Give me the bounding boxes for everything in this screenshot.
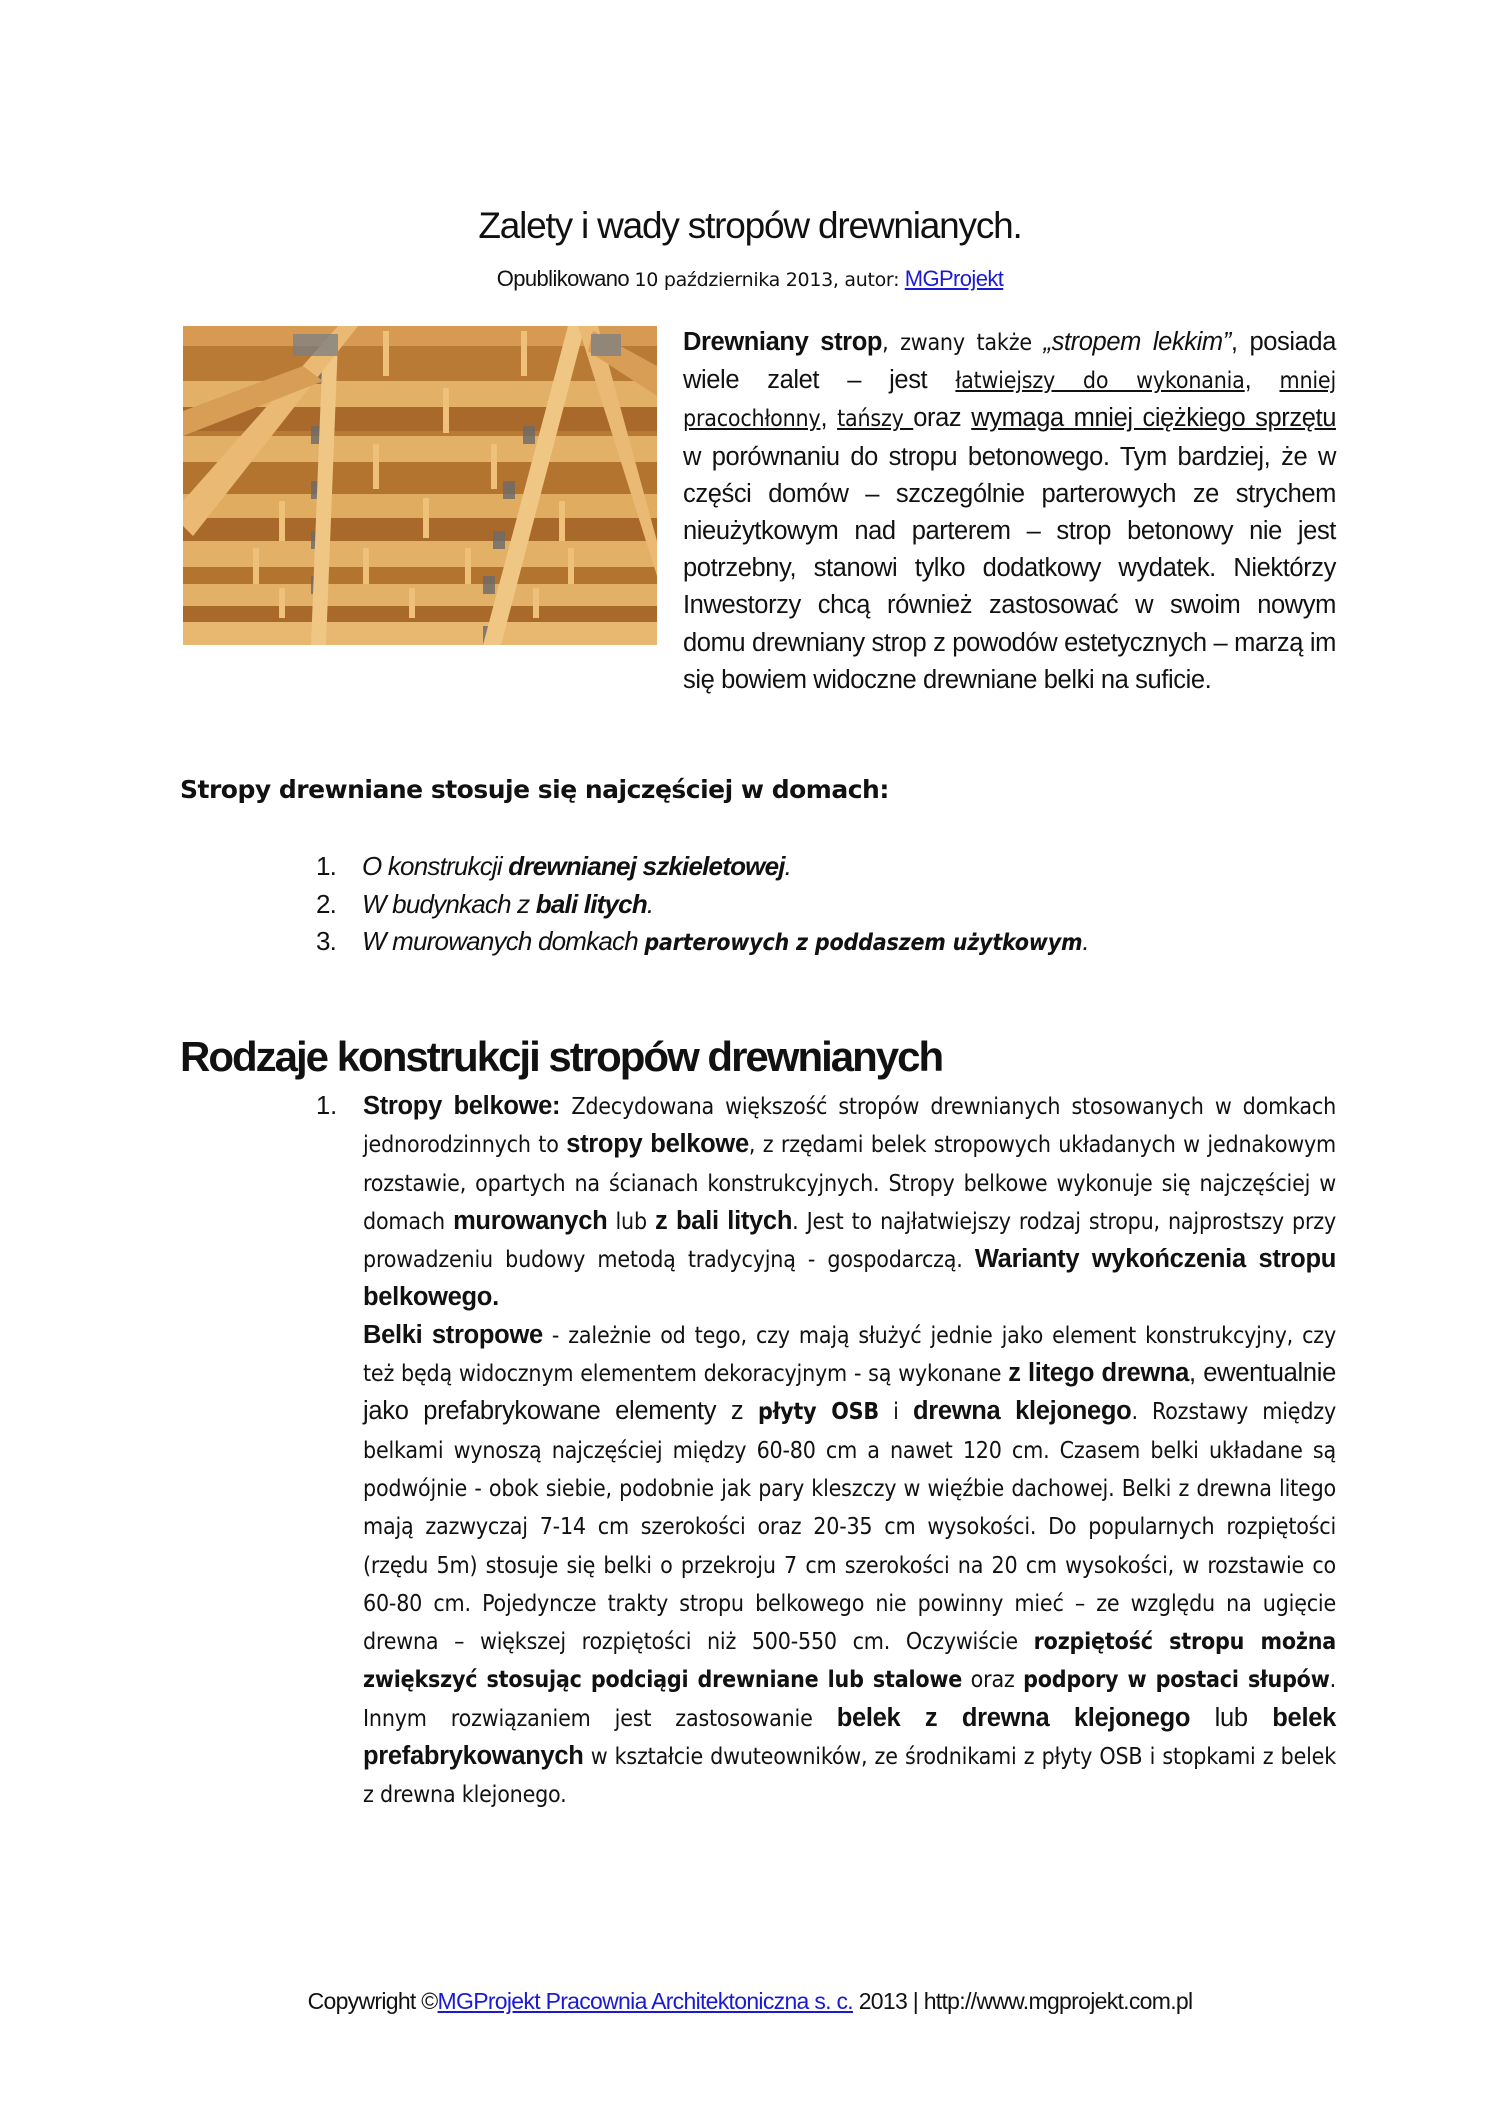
list-number: 2. [316, 888, 337, 919]
intro-text: , [1244, 366, 1280, 395]
author-link[interactable]: MGProjekt [904, 266, 1004, 291]
list-text-end: . [1082, 926, 1089, 956]
term-bold: z bali litych [655, 1206, 793, 1235]
list-item [316, 886, 1089, 924]
advantage-cheaper: tańszy [837, 406, 914, 433]
list-text [362, 848, 791, 886]
term-bold: murowanych [453, 1206, 608, 1235]
paragraph-text: lub [607, 1208, 656, 1235]
types-list-item [316, 1088, 1336, 1815]
paragraph-text: Zdecydowana większość stropów drewnianych stosowanych w domkach jednorodzinnych to [363, 1094, 1336, 1159]
advantage-easier: łatwiejszy do wykonania [955, 368, 1245, 395]
published-date: 10 października 2013, autor: [634, 269, 900, 291]
list-text-end: . [646, 888, 654, 919]
types-heading: Rodzaje konstrukcji stropów drewnianych [180, 1032, 943, 1080]
term-bold: belek z drewna klejonego [836, 1703, 1191, 1732]
footer-year-url: 2013 | http://www.mgprojekt.com.pl [853, 1988, 1193, 2014]
list-number: 3. [316, 926, 337, 956]
paragraph-text: oraz [962, 1667, 1024, 1694]
intro-text: w porównaniu do stropu betonowego. Tym bardziej, że w części domów – szczególnie parterowych ze strychem nieużytkowym nad parterem – strop betonowy nie jest potrzebny, stanowi tylko dodatkowy wydatek. Niektórzy Inwestorzy chcą również zastosować w swoim nowym domu drewniany strop z powodów estetycznych – marzą im się bowiem widoczne drewniane belki na suficie. [683, 442, 1336, 694]
paragraph-text: , ewentualnie jako prefabrykowane elementy z [363, 1359, 1336, 1426]
company-link[interactable]: MGProjekt Pracownia Architektoniczna s. c. [437, 1988, 853, 2014]
intro-paragraph [180, 324, 1336, 699]
term-bold: stropy belkowe [566, 1130, 749, 1159]
paragraph-text: . Innym rozwiązaniem jest zastosowanie [363, 1667, 1336, 1732]
copyright-text: Copywright © [307, 1988, 438, 2014]
beam-ceiling-description [363, 1088, 1336, 1815]
list-text-plain: W murowanych domkach [362, 926, 645, 956]
list-text-bold: drewnianej szkieletowej [508, 851, 785, 881]
list-text-bold: parterowych z poddaszem użytkowym [644, 930, 1083, 956]
term-bold: podpory w postaci słupów [1023, 1667, 1330, 1694]
paragraph-text: w kształcie dwuteowników, ze środnikami z płyty OSB i stopkami z belek z drewna klejonego. [363, 1744, 1336, 1809]
term-bold: Stropy belkowe: [363, 1092, 561, 1120]
list-text-plain: W budynkach z [362, 888, 536, 919]
term-bold: płyty OSB [758, 1399, 879, 1426]
usage-heading: Stropy drewniane stosuje się najczęściej w domach: [180, 775, 889, 804]
term-bold: Belki stropowe [363, 1320, 543, 1349]
paragraph-text: i [878, 1399, 913, 1426]
advantage-less-labor: mniej pracochłonny [683, 368, 1337, 433]
list-text [362, 886, 653, 924]
intro-text: , zwany także [882, 330, 1044, 356]
list-text-end: . [784, 851, 792, 881]
intro-text: , [820, 404, 838, 433]
intro-lead-bold: Drewniany strop [683, 328, 883, 356]
term-bold: belek prefabrykowanych [363, 1703, 1336, 1771]
list-item [316, 923, 1089, 963]
list-number: 1. [316, 1092, 338, 1120]
list-text-plain: O konstrukcji [362, 851, 509, 881]
paragraph [363, 1088, 1336, 1317]
term-bold: rozpiętość stropu można zwiększyć stosując podciągi drewniane lub stalowe [363, 1629, 1336, 1694]
paragraph [363, 1317, 1336, 1815]
paragraph-text: . Jest to najłatwiejszy rodzaj stropu, najprostszy przy prowadzeniu budowy metodą tradycyjną - gospodarczą. [363, 1208, 1336, 1274]
intro-quote: „stropem lekkim” [1043, 328, 1231, 356]
list-item [316, 848, 1089, 886]
term-bold: drewna klejonego [912, 1397, 1132, 1426]
paragraph-text: - zależnie od tego, czy mają służyć jednie jako element konstrukcyjny, czy też będą widocznym elementem dekoracyjnym - są wykonane [363, 1322, 1336, 1388]
term-bold: Warianty wykończenia stropu belkowego. [363, 1245, 1336, 1312]
intro-text: , posiada wiele zalet – jest [683, 328, 1337, 395]
page-title: Zalety i wady stropów drewnianych. [478, 204, 1022, 246]
term-bold: z litego drewna [1008, 1359, 1190, 1388]
published-label: Opublikowano [496, 266, 629, 291]
list-text-bold: bali litych [535, 888, 647, 919]
paragraph-text: . Rozstawy między belkami wynoszą najczęściej między 60-80 cm a nawet 120 cm. Czasem belki układane są podwójnie - obok siebie, podobnie jak pary kleszczy w więźbie dachowej. Belki z drewna litego mają zazwyczaj 7-14 cm szerokości oraz 20-35 cm wysokości. Do popularnych rozpiętości (rzędu 5m) stosuje się belki o przekroju 7 cm szerokości na 20 cm wysokości, w rozstawie co 60-80 cm. Pojedyncze trakty stropu belkowego nie powinny mieć – ze względu na ugięcie drewna – większej rozpiętości niż 500-550 cm. Oczywiście [363, 1399, 1336, 1656]
paragraph-text: lub [1190, 1703, 1273, 1732]
list-text [362, 923, 1089, 963]
intro-text: oraz [913, 404, 972, 433]
photo-float-spacer [180, 324, 683, 672]
paragraph-text: , z rzędami belek stropowych układanych w jednakowym rozstawie, opartych na ścianach konstrukcyjnych. Stropy belkowe wykonuje się najczęściej w domach [363, 1132, 1336, 1235]
publication-meta [0, 266, 1500, 292]
list-number: 1. [316, 851, 337, 881]
page-footer [0, 1988, 1500, 2015]
usage-list [316, 848, 1089, 963]
advantage-less-equipment: wymaga mniej ciężkiego sprzętu [971, 404, 1336, 433]
